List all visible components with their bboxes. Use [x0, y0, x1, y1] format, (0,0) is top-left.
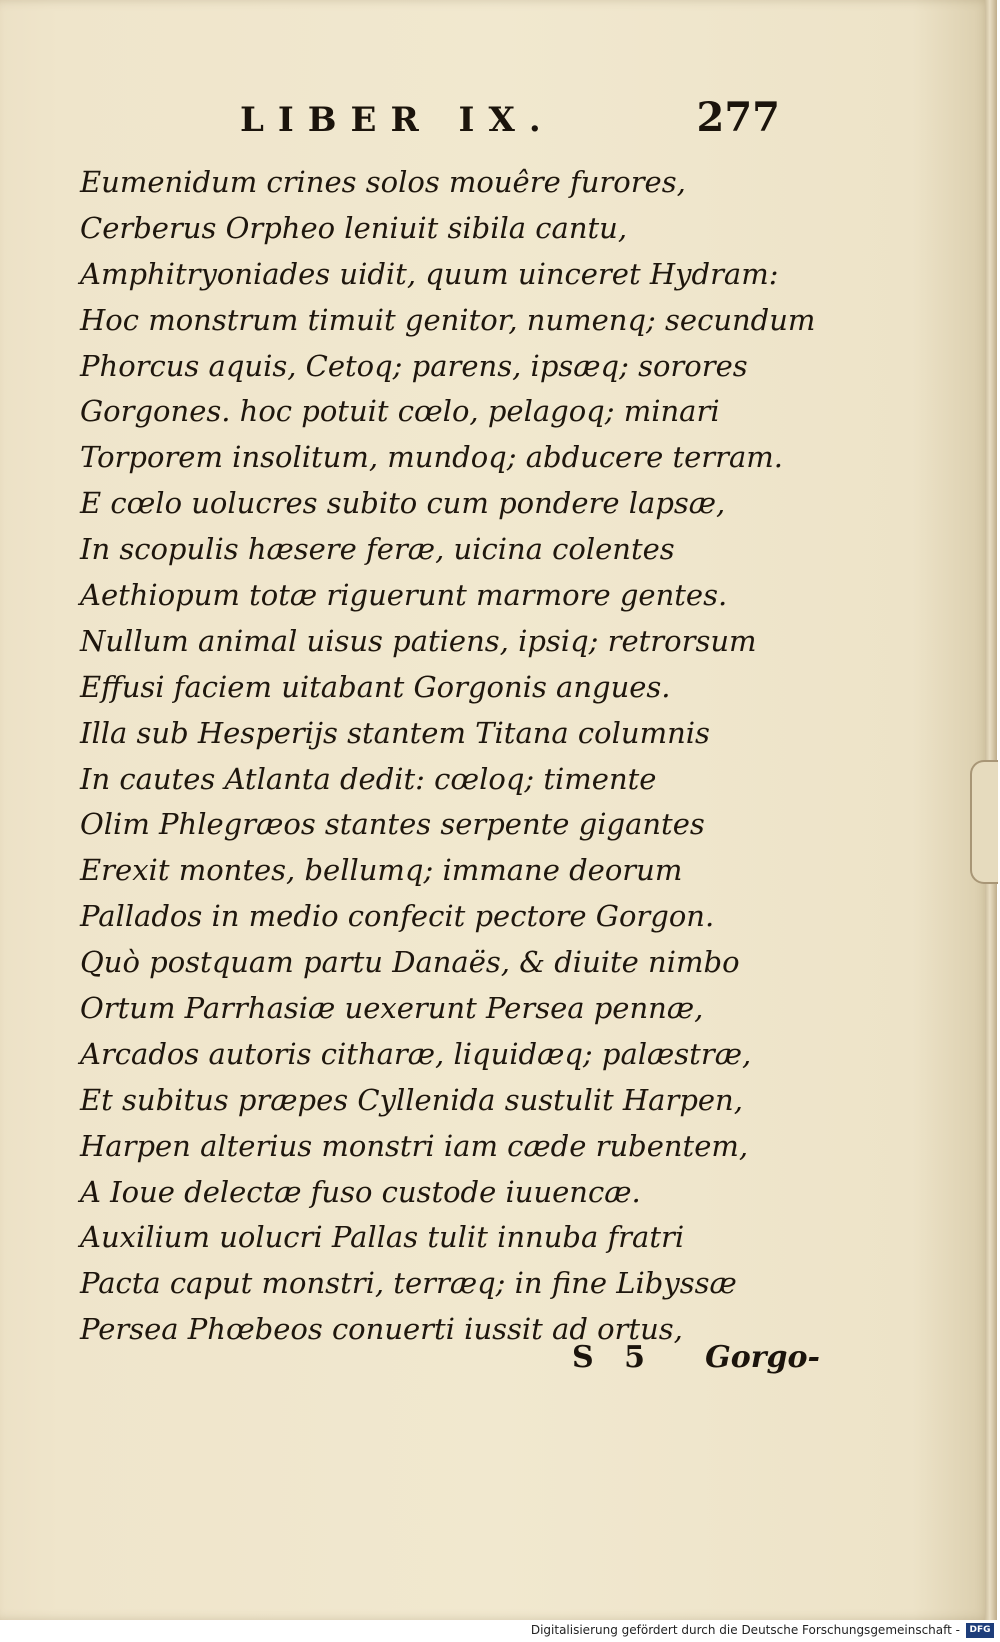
verse-line: Amphitryoniades uidit, quum uinceret Hydram: [80, 256, 779, 291]
catchword: Gorgo- [705, 1340, 820, 1375]
verse-line: Quò postquam partu Danaës, & diuite nimbo [80, 945, 740, 980]
digitization-credit-bar [0, 1620, 1000, 1642]
verse-line: Phorcus aquis, Cetoq; parens, ipsæq; sorores [80, 348, 748, 383]
verse-line: Persea Phœbeos conuerti iussit ad ortus, [80, 1312, 683, 1347]
verse-line: E cœlo uolucres subito cum pondere lapsæ, [80, 486, 726, 521]
verse-line: Effusi faciem uitabant Gorgonis angues. [80, 669, 671, 704]
page-footer [560, 1340, 820, 1390]
dfg-logo-icon: DFG [966, 1623, 994, 1638]
verse-line: Harpen alterius monstri iam cæde rubentem, [80, 1128, 749, 1163]
verse-line: In scopulis hæsere feræ, uicina colentes [80, 532, 675, 567]
verse-line: A Ioue delectæ fuso custode iuuencæ. [80, 1174, 641, 1209]
verse-line: Illa sub Hesperijs stantem Titana columnis [80, 715, 710, 750]
verse-line: Arcados autoris citharæ, liquidæq; palæstræ, [80, 1036, 752, 1071]
verse-line: Nullum animal uisus patiens, ipsiq; retrorsum [80, 623, 757, 658]
page-edge-tab [970, 760, 998, 884]
verse-line: Gorgones. hoc potuit cœlo, pelagoq; minari [80, 394, 720, 429]
verse-line: Pallados in medio confecit pectore Gorgon. [80, 899, 715, 934]
running-head: LIBER IX. [240, 100, 555, 140]
verse-line: Olim Phlegræos stantes serpente gigantes [80, 807, 705, 842]
verse-line: Cerberus Orpheo leniuit sibila cantu, [80, 210, 628, 245]
page-header [240, 94, 780, 150]
verse-line: Pacta caput monstri, terræq; in fine Libyssæ [80, 1266, 737, 1301]
verse-line: Et subitus præpes Cyllenida sustulit Harpen, [80, 1082, 743, 1117]
signature-mark: S 5 [572, 1340, 655, 1375]
credit-text: Digitalisierung gefördert durch die Deutsche Forschungsgemeinschaft - [530, 1623, 960, 1637]
verse-line: Torporem insolitum, mundoq; abducere terram. [80, 440, 784, 475]
verse-line: Eumenidum crines solos mouêre furores, [80, 165, 686, 199]
page-number: 277 [696, 94, 780, 141]
verse-line: Hoc monstrum timuit genitor, numenq; secundum [80, 302, 816, 337]
verse-block [80, 160, 816, 1353]
verse-line: In cautes Atlanta dedit: cœloq; timente [80, 761, 657, 796]
verse-line: Aethiopum totæ riguerunt marmore gentes. [80, 578, 728, 613]
verse-line: Auxilium uolucri Pallas tulit innuba fratri [80, 1220, 685, 1255]
verse-line: Ortum Parrhasiæ uexerunt Persea pennæ, [80, 991, 704, 1026]
verse-line: Erexit montes, bellumq; immane deorum [80, 853, 683, 888]
